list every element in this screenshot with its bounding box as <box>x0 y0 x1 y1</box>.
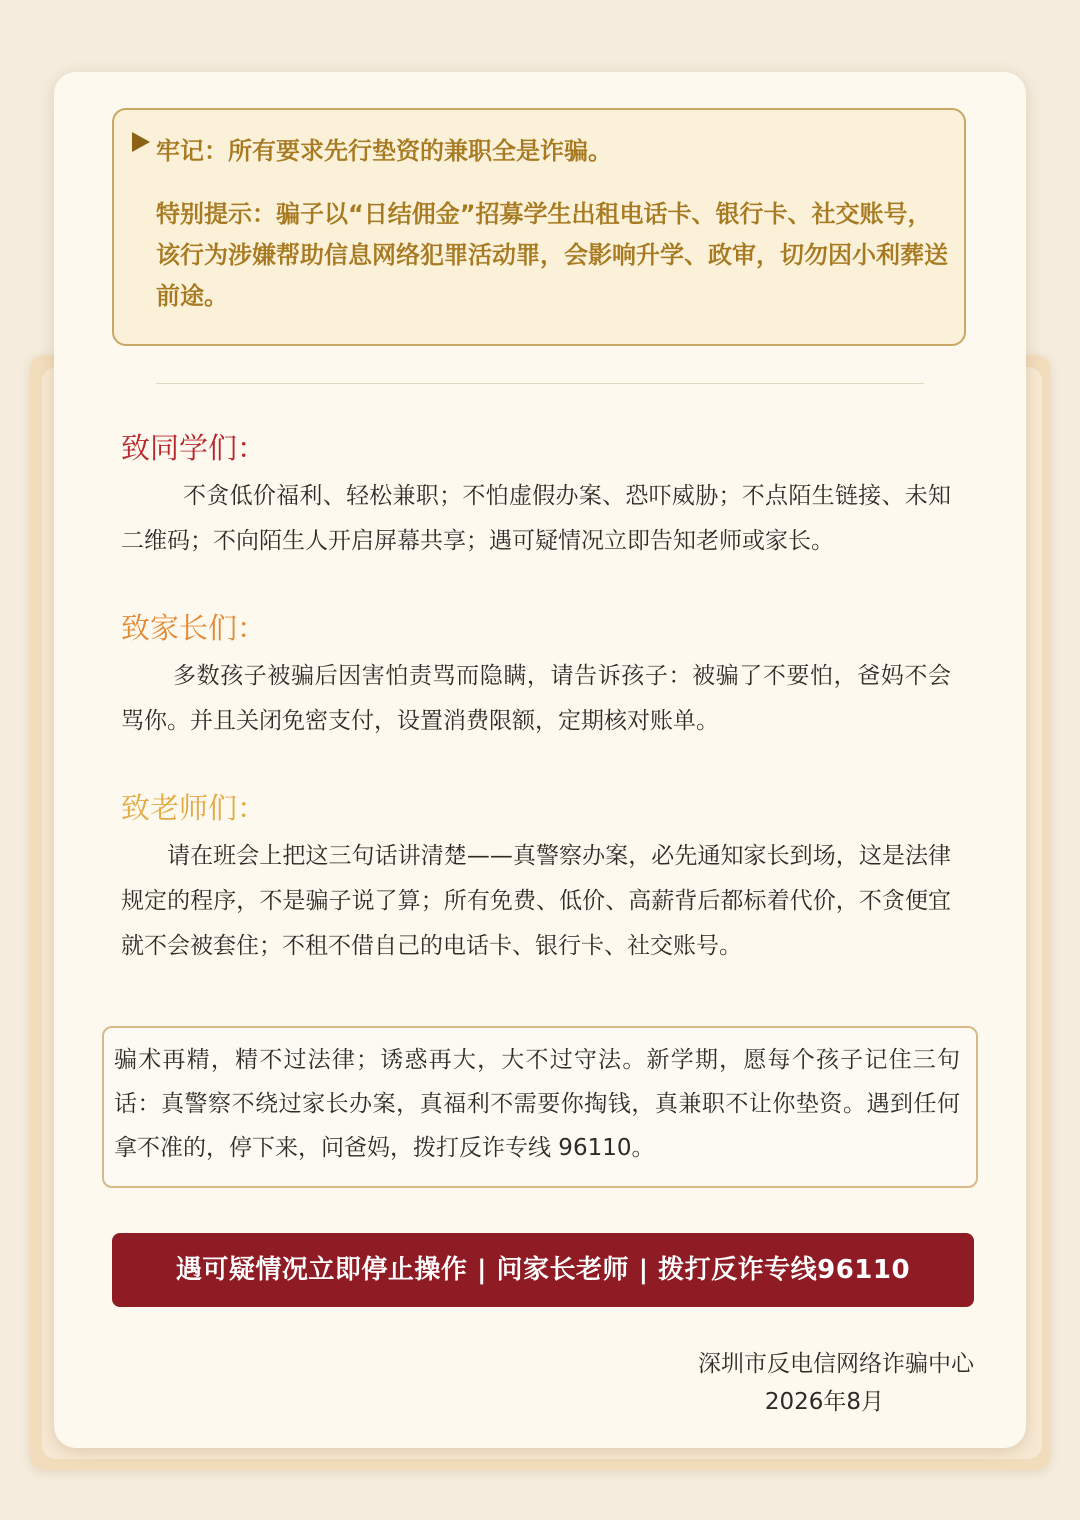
signature-organization: 深圳市反电信网络诈骗中心 <box>698 1351 974 1377</box>
parents-heading: 致家长们： <box>121 611 267 645</box>
signature-date: 2026年8月 <box>764 1389 884 1415</box>
triangle-pointer-icon <box>132 132 150 152</box>
summary-text: 骗术再精，精不过法律；诱惑再大，大不过守法。新学期，愿每个孩子记住三句话：真警察不绕过家长办案，真福利不需要你掏钱，真兼职不让你垫资。遇到任何拿不准的，停下来，问爸妈，拨打反诈专线 96110。 <box>114 1047 960 1161</box>
hotline-banner: 遇可疑情况立即停止操作 | 问家长老师 | 拨打反诈专线96110 <box>112 1233 974 1307</box>
warning-box <box>112 108 966 346</box>
teachers-message: 请在班会上把这三句话讲清楚——真警察办案，必先通知家长到场，这是法律规定的程序，不是骗子说了算；所有免费、低价、高薪背后都标着代价，不贪便宜就不会被套住；不租不借自己的电话卡、银行卡、社交账号。 <box>121 843 951 959</box>
summary-box <box>102 1026 978 1188</box>
students-heading: 致同学们： <box>121 431 267 465</box>
warning-headline: 牢记：所有要求先行垫资的兼职全是诈骗。 <box>156 137 612 165</box>
teachers-heading: 致老师们： <box>121 791 267 825</box>
section-divider <box>156 383 924 384</box>
warning-special-note: 特别提示：骗子以“日结佣金”招募学生出租电话卡、银行卡、社交账号，该行为涉嫌帮助信息网络犯罪活动罪，会影响升学、政审，切勿因小利葬送前途。 <box>156 200 948 310</box>
students-message: 不贪低价福利、轻松兼职；不怕虚假办案、恐吓威胁；不点陌生链接、未知二维码；不向陌生人开启屏幕共享；遇可疑情况立即告知老师或家长。 <box>121 483 951 554</box>
parents-message: 多数孩子被骗后因害怕责骂而隐瞒，请告诉孩子：被骗了不要怕，爸妈不会骂你。并且关闭免密支付，设置消费限额，定期核对账单。 <box>121 663 951 734</box>
